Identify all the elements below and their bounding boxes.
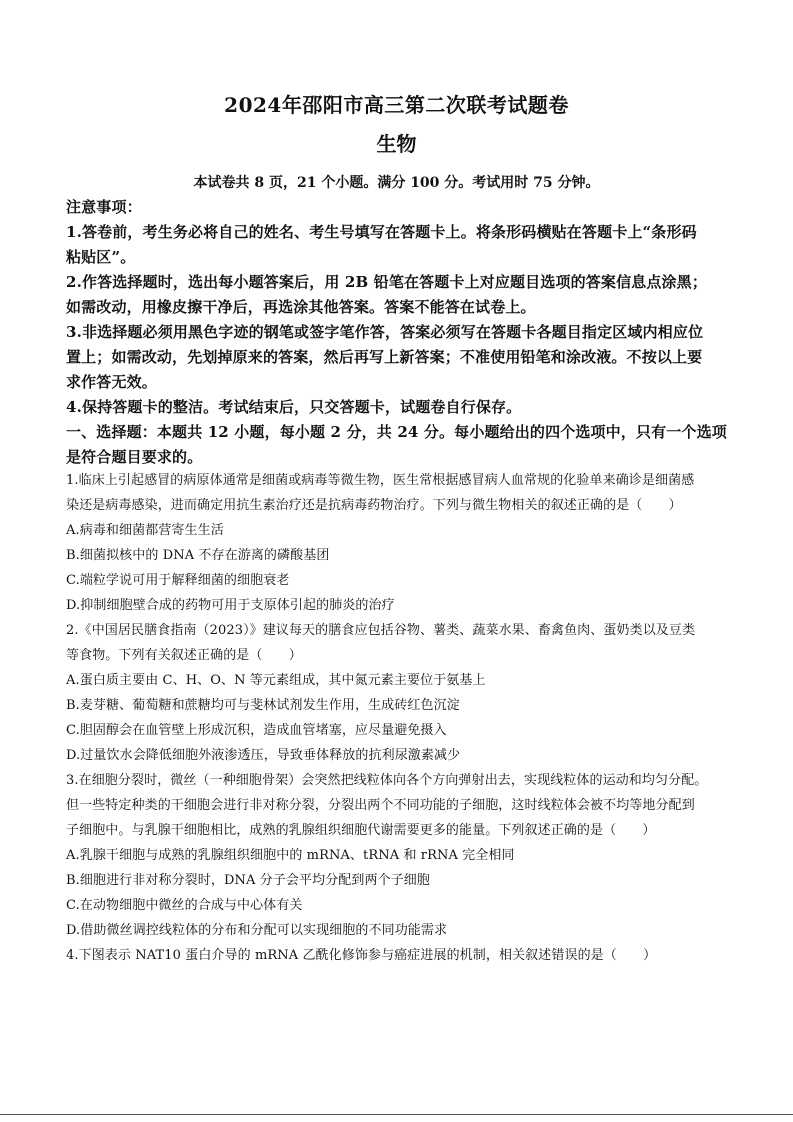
question-line: 4.下图表示 NAT10 蛋白介导的 mRNA 乙酰化修饰参与癌症进展的机制，相关叙述错误的是（ ） — [66, 948, 657, 963]
question-line: 1.临床上引起感冒的病原体通常是细菌或病毒等微生物，医生常根据感冒病人血常规的化验单来确诊是细菌感 — [66, 473, 695, 488]
notes-line: 2.作答选择题时，选出每小题答案后，用 2B 铅笔在答题卡上对应题目选项的答案信息点涂黑； — [66, 273, 707, 291]
question-line: 但一些特定种类的干细胞会进行非对称分裂，分裂出两个不同功能的子细胞，这时线粒体会被不均等地分配到 — [66, 798, 695, 813]
question-line: 子细胞中。与乳腺干细胞相比，成熟的乳腺组织细胞代谢需要更多的能量。下列叙述正确的是（ ） — [66, 823, 656, 838]
option-line: C.端粒学说可用于解释细菌的细胞衰老 — [66, 573, 290, 588]
question-line: 2.《中国居民膳食指南（2023）》建议每天的膳食应包括谷物、薯类、蔬菜水果、畜禽鱼肉、蛋奶类以及豆类 — [66, 623, 696, 638]
option-line: B.细胞进行非对称分裂时，DNA 分子会平均分配到两个子细胞 — [66, 873, 431, 888]
section-heading: 是符合题目要求的。 — [66, 448, 203, 466]
option-line: C.胆固醇会在血管壁上形成沉积，造成血管堵塞，应尽量避免摄入 — [66, 723, 447, 738]
option-line: A.病毒和细菌都营寄生生活 — [66, 523, 224, 538]
option-line: D.过量饮水会降低细胞外液渗透压，导致垂体释放的抗利尿激素减少 — [66, 748, 461, 763]
question-line: 染还是病毒感染，进而确定用抗生素治疗还是抗病毒药物治疗。下列与微生物相关的叙述正确的是（ ） — [66, 498, 682, 513]
subject-title: 生物 — [376, 132, 417, 156]
notes-line: 求作答无效。 — [66, 373, 157, 391]
section-heading: 一、选择题：本题共 12 小题，每小题 2 分，共 24 分。每小题给出的四个选项中，只有一个选项 — [66, 423, 727, 441]
question-line: 3.在细胞分裂时，微丝（一种细胞骨架）会突然把线粒体向各个方向弹射出去，实现线粒体的运动和均匀分配。 — [66, 773, 708, 788]
option-line: D.借助微丝调控线粒体的分布和分配可以实现细胞的不同功能需求 — [66, 923, 448, 938]
option-line: A.乳腺干细胞与成熟的乳腺组织细胞中的 mRNA、tRNA 和 rRNA 完全相同 — [66, 848, 515, 863]
notes-line: 4.保持答题卡的整洁。考试结束后，只交答题卡，试题卷自行保存。 — [66, 398, 522, 416]
notes-line: 置上；如需改动，先划掉原来的答案，然后再写上新答案；不准使用铅笔和涂改液。不按以上要 — [66, 348, 703, 366]
page-bottom-divider — [0, 1114, 793, 1115]
option-line: B.麦芽糖、葡萄糖和蔗糖均可与斐林试剂发生作用，生成砖红色沉淀 — [66, 698, 460, 713]
notes-heading: 注意事项： — [66, 198, 142, 216]
question-line: 等食物。下列有关叙述正确的是（ ） — [66, 648, 302, 663]
notes-line: 粘贴区”。 — [66, 248, 136, 266]
notes-line: 1.答卷前，考生务必将自己的姓名、考生号填写在答题卡上。将条形码横贴在答题卡上“条形码 — [66, 223, 697, 241]
option-line: B.细菌拟核中的 DNA 不存在游离的磷酸基团 — [66, 548, 330, 563]
exam-title: 2024年邵阳市高三第二次联考试题卷 — [224, 93, 569, 117]
exam-info: 本试卷共 8 页，21 个小题。满分 100 分。考试用时 75 分钟。 — [193, 175, 600, 191]
option-line: A.蛋白质主要由 C、H、O、N 等元素组成，其中氮元素主要位于氨基上 — [66, 673, 486, 688]
option-line: C.在动物细胞中微丝的合成与中心体有关 — [66, 898, 303, 913]
notes-line: 如需改动，用橡皮擦干净后，再选涂其他答案。答案不能答在试卷上。 — [66, 298, 536, 316]
notes-line: 3.非选择题必须用黑色字迹的钢笔或签字笔作答，答案必须写在答题卡各题目指定区域内相应位 — [66, 323, 704, 341]
option-line: D.抑制细胞壁合成的药物可用于支原体引起的肺炎的治疗 — [66, 598, 395, 613]
